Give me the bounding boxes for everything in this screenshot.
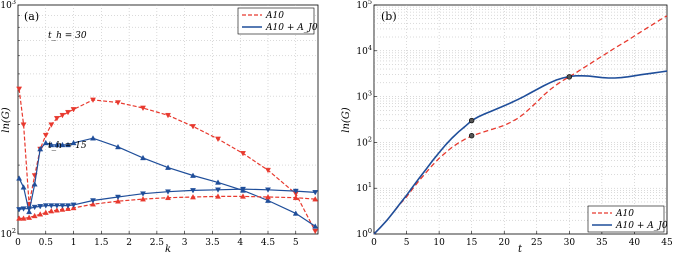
panel-a-ylabel: ln(G) (1, 107, 12, 133)
panel-b-xlabel: t (517, 244, 523, 254)
panel-b-tick-label-x: 40 (628, 238, 641, 248)
panel-b-tick-label-x: 10 (433, 238, 445, 248)
panel-a-tick-label-x: 5 (292, 238, 299, 248)
panel-a-tick-label-x: 2 (126, 238, 132, 248)
panel-a-tick-label-y: $10^3$ (0, 0, 16, 11)
panel-b-ylabel: ln(G) (341, 107, 352, 133)
panel-a-tick-label-x: 4.5 (260, 238, 276, 248)
panel-a-tick-label-x: 0.5 (38, 238, 53, 248)
panel-b-legend-label-a10-aj0: A10 + A_J0 (616, 221, 668, 231)
panel-b-legend-label-a10: A10 (616, 209, 634, 219)
panel-a-tick-label-x: 0 (15, 238, 21, 248)
panel-a-xlabel: k (164, 244, 172, 254)
panel-b-plot-area (374, 5, 667, 234)
panel-b-tick-label-x: 30 (563, 238, 576, 248)
panel-b-legend (588, 206, 668, 232)
panel-a-tick-label-x: 1.5 (94, 238, 109, 248)
panel-a-tick-label-x: 3.5 (205, 238, 220, 248)
panel-b-tick-label-y: $10^4$ (356, 43, 372, 57)
panel-b-tick-label-x: 35 (596, 238, 608, 248)
panel-b-chart (341, 0, 673, 254)
panel-b-tick-label-y: $10^3$ (356, 89, 372, 103)
panel-b-highlight-point (567, 74, 572, 79)
panel-a-annotation-th15: t_h = 15 (48, 141, 87, 151)
panel-b-highlight-point (469, 133, 474, 138)
panel-a-legend (238, 8, 318, 34)
panel-b-tick-label-y: $10^2$ (356, 135, 372, 149)
panel-a-tick-label-y: $10^2$ (0, 227, 16, 240)
panel-a-legend-label-a10-aj0: A10 + A_J0 (266, 23, 318, 33)
panel-a-tick-label-x: 4 (237, 238, 244, 248)
panel-b-tick-label-x: 25 (531, 238, 543, 248)
panel-b-tick-label-x: 0 (371, 238, 377, 248)
panel-b-tick-label-x: 5 (403, 238, 410, 248)
panel-b-highlight-point (469, 118, 474, 123)
panel-a-legend-label-a10: A10 (266, 11, 284, 21)
panel-b-tick-label-y: $10^1$ (356, 181, 372, 195)
panel-b-tick-label-y: $10^0$ (356, 227, 372, 240)
panel-a-tick-label-x: 2.5 (149, 238, 165, 248)
panel-a-annotation-th30: t_h = 30 (48, 31, 87, 41)
panel-a-tick-label-x: 1 (70, 238, 77, 248)
panel-b-tick-label-x: 45 (661, 238, 673, 248)
panel-a-tick-label-x: 3 (181, 238, 188, 248)
panel-a-chart (0, 0, 318, 254)
panel-b-tick-label-y: $10^5$ (356, 0, 372, 11)
panel-b-label: (b) (381, 10, 397, 23)
panel-b-tick-label-x: 20 (498, 238, 510, 248)
panel-a-label: (a) (24, 10, 40, 23)
panel-b-tick-label-x: 15 (465, 238, 478, 248)
